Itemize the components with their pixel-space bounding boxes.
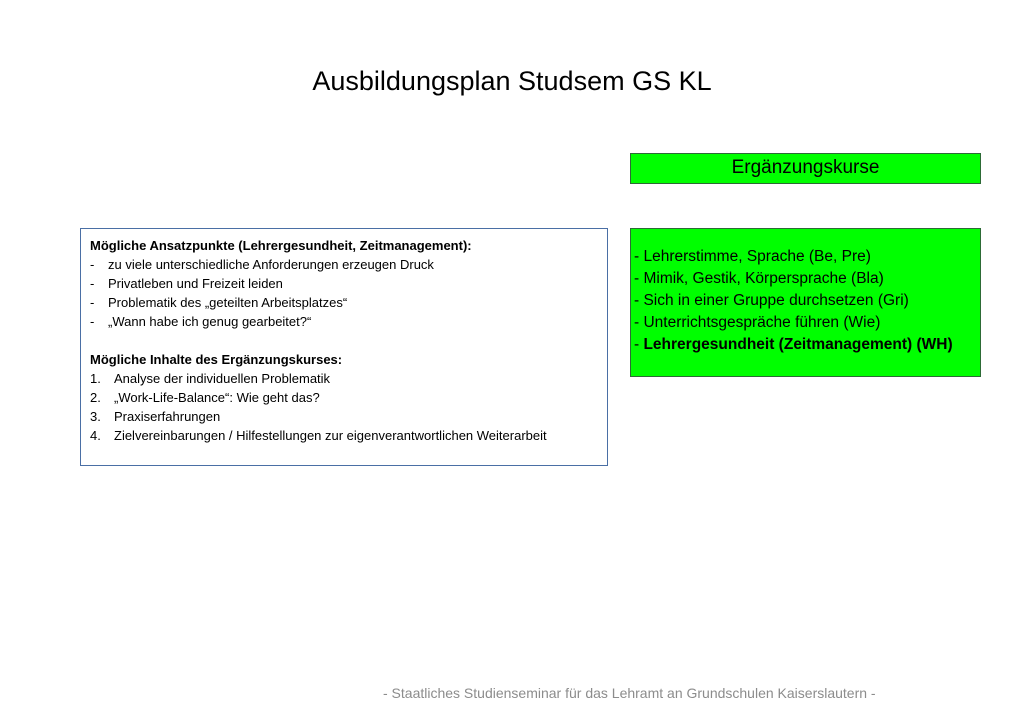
inhalte-heading: Mögliche Inhalte des Ergänzungskurses: [90, 352, 343, 367]
list-item [90, 293, 598, 312]
list-dash: - [90, 295, 95, 310]
course-item: - Lehrerstimme, Sprache (Be, Pre) [634, 248, 871, 265]
ansatzpunkte-heading: Mögliche Ansatzpunkte (Lehrergesundheit, Zeitmanagement): [90, 238, 472, 253]
item-text: Zielvereinbarungen / Hilfestellungen zur eigenverantwortlichen Weiterarbeit [114, 428, 547, 443]
item-text: Praxiserfahrungen [114, 409, 221, 424]
list-item-text: „Wann habe ich genug gearbeitet?“ [108, 314, 312, 329]
item-number: 4. [90, 428, 101, 443]
list-item-text: zu viele unterschiedliche Anforderungen erzeugen Druck [108, 257, 434, 272]
list-item-text: Problematik des „geteilten Arbeitsplatzes“ [108, 295, 348, 310]
item-number: 2. [90, 390, 101, 405]
spacer [90, 331, 598, 350]
list-item-text: Privatleben und Freizeit leiden [108, 276, 283, 291]
list-dash: - [90, 314, 95, 329]
item-text: Analyse der individuellen Problematik [114, 371, 331, 386]
numbered-item [90, 388, 598, 407]
item-number: 1. [90, 371, 101, 386]
page-title: Ausbildungsplan Studsem GS KL [312, 66, 712, 96]
list-item [90, 312, 598, 331]
list-item [90, 274, 598, 293]
course-item-bold-text: Lehrergesundheit (Zeitmanagement) (WH) [643, 336, 953, 353]
item-number: 3. [90, 409, 101, 424]
footer-text: - Staatliches Studienseminar für das Lehramt an Grundschulen Kaiserslautern - [383, 685, 876, 701]
course-item: - Mimik, Gestik, Körpersprache (Bla) [634, 270, 884, 287]
erganzungskurse-list [630, 228, 981, 377]
list-dash: - [90, 276, 95, 291]
course-item: - Sich in einer Gruppe durchsetzen (Gri) [634, 292, 909, 309]
list-item [90, 255, 598, 274]
numbered-item [90, 426, 598, 445]
course-item-prefix: - [634, 336, 644, 353]
item-text: „Work-Life-Balance“: Wie geht das? [114, 390, 320, 405]
list-dash: - [90, 257, 95, 272]
erganzungskurse-header: Ergänzungskurse [630, 153, 981, 184]
course-item: - Unterrichtsgespräche führen (Wie) [634, 314, 881, 331]
numbered-item [90, 407, 598, 426]
numbered-item [90, 369, 598, 388]
course-item-highlighted [634, 334, 977, 356]
course-details-box [80, 228, 608, 466]
